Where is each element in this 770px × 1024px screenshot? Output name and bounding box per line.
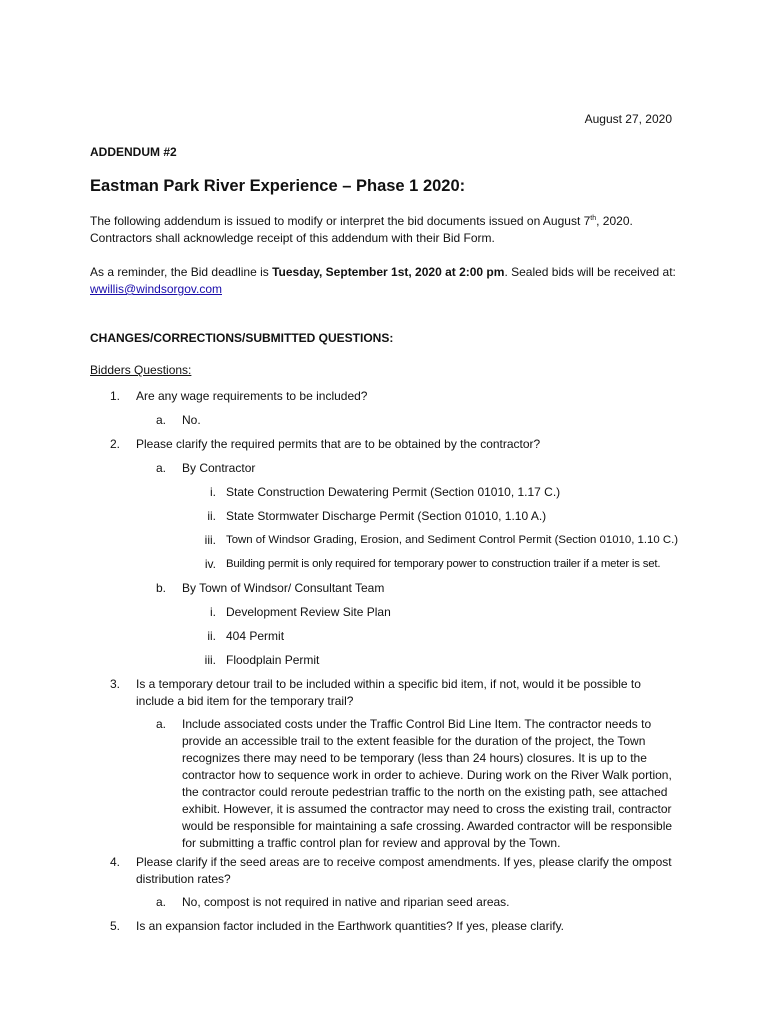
bid-deadline: Tuesday, September 1st, 2020 at 2:00 pm bbox=[272, 265, 505, 279]
list-marker: iii. bbox=[204, 653, 216, 667]
document-title: Eastman Park River Experience – Phase 1 2020: bbox=[90, 177, 466, 195]
intro-text-end: , 2020. Contractors shall acknowledge receipt of this addendum with their Bid Form. bbox=[90, 214, 633, 245]
intro-paragraph bbox=[90, 213, 690, 247]
list-marker: i. bbox=[210, 485, 216, 499]
list-marker: ii. bbox=[207, 629, 216, 643]
answer-text: No. bbox=[182, 413, 201, 427]
list-marker: a. bbox=[155, 895, 166, 909]
answer-text: Floodplain Permit bbox=[226, 653, 320, 667]
question-text: Please clarify the required permits that are to be obtained by the contractor? bbox=[136, 437, 541, 451]
question-text: Are any wage requirements to be included? bbox=[136, 389, 368, 403]
email-link[interactable]: wwillis@windsorgov.com bbox=[90, 282, 222, 296]
question-text: Is a temporary detour trail to be included within a specific bid item, if not, would it be possible to include a bid item for the temporary trail? bbox=[136, 677, 641, 708]
list-marker: i. bbox=[210, 605, 216, 619]
question-text: Please clarify if the seed areas are to receive compost amendments. If yes, please clarify the ompost distribution rates? bbox=[136, 855, 672, 886]
answer-text: State Stormwater Discharge Permit (Section 01010, 1.10 A.) bbox=[226, 509, 547, 523]
answer-text: By Town of Windsor/ Consultant Team bbox=[182, 581, 385, 595]
list-marker: iii. bbox=[204, 533, 216, 547]
answer-text: 404 Permit bbox=[226, 629, 285, 643]
answer-text: State Construction Dewatering Permit (Section 01010, 1.17 C.) bbox=[226, 485, 561, 499]
question-text: Is an expansion factor included in the Earthwork quantities? If yes, please clarify. bbox=[136, 919, 565, 933]
list-marker: 1. bbox=[109, 389, 120, 403]
document-date: August 27, 2020 bbox=[584, 112, 672, 126]
section-heading: CHANGES/CORRECTIONS/SUBMITTED QUESTIONS: bbox=[90, 331, 394, 345]
list-marker: a. bbox=[155, 413, 166, 427]
answer-text: No, compost is not required in native and riparian seed areas. bbox=[182, 895, 510, 909]
addendum-number: ADDENDUM #2 bbox=[90, 145, 177, 159]
list-marker: 4. bbox=[109, 855, 120, 869]
deadline-text-start: As a reminder, the Bid deadline is bbox=[90, 265, 273, 279]
deadline-paragraph bbox=[90, 264, 690, 298]
list-marker: 3. bbox=[109, 677, 120, 691]
list-marker: iv. bbox=[204, 557, 216, 571]
answer-text: Include associated costs under the Traffic Control Bid Line Item. The contractor needs to provide an accessible trail to the extent feasible for the duration of the project, the Town recognizes there may need to be temporary (less than 24 hours) closures. It is up to the contractor how to sequence work in order to achieve. During work on the River Walk portion, the contractor could reroute pedestrian traffic to the north on the existing path, see attached exhibit. However, it is assumed the contractor may need to cross the existing trail, contractor would be responsible for maintaining a safe crossing. Awarded contractor will be responsible for submitting a traffic control plan for review and approval by the Town. bbox=[182, 717, 673, 850]
ordinal-suffix: th bbox=[590, 215, 597, 222]
list-marker: 2. bbox=[109, 437, 120, 451]
answer-text: Town of Windsor Grading, Erosion, and Sediment Control Permit (Section 01010, 1.10 C.) bbox=[226, 534, 679, 546]
bidders-questions-heading: Bidders Questions: bbox=[90, 363, 192, 377]
list-marker: a. bbox=[155, 461, 166, 475]
list-marker: ii. bbox=[207, 509, 216, 523]
list-marker: 5. bbox=[109, 919, 120, 933]
list-marker: b. bbox=[155, 581, 166, 595]
answer-text: Development Review Site Plan bbox=[226, 605, 391, 619]
intro-text-start: The following addendum is issued to modify or interpret the bid documents issued on August 7 bbox=[90, 214, 591, 228]
list-marker: a. bbox=[155, 717, 166, 731]
answer-text: By Contractor bbox=[182, 461, 256, 475]
deadline-text-end: . Sealed bids will be received at: bbox=[504, 265, 676, 279]
answer-text: Building permit is only required for temporary power to construction trailer if a meter is set. bbox=[226, 558, 661, 570]
